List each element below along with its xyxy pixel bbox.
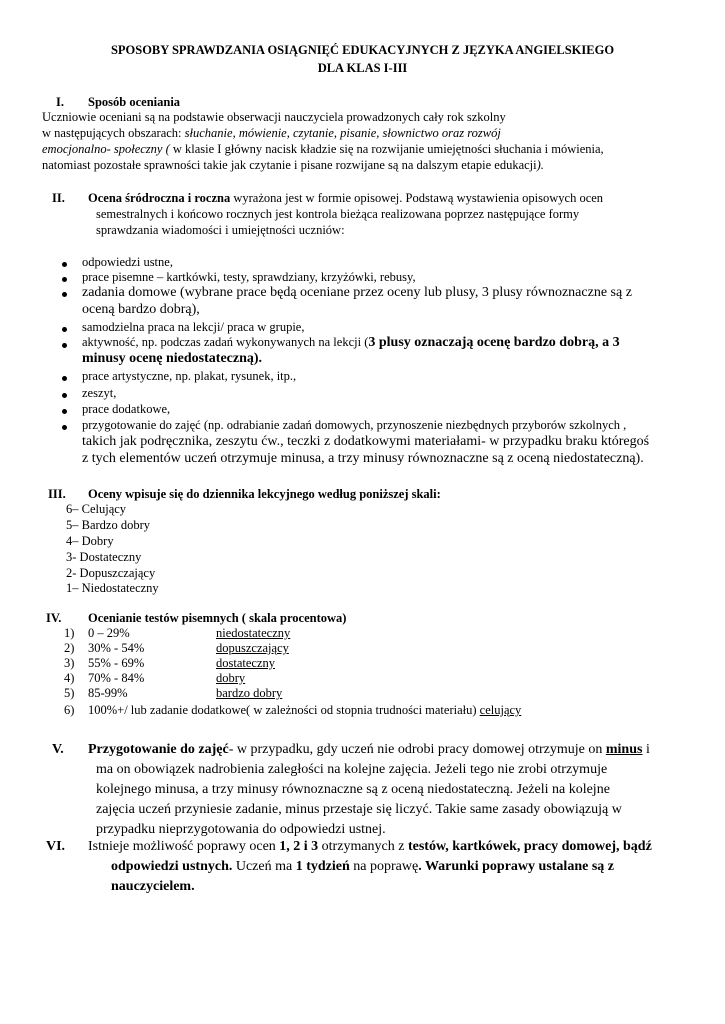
section-6-line-2-mid: na poprawę <box>349 859 419 874</box>
grade-scale-1: 1– Niedostateczny <box>66 581 159 595</box>
section-1-line-2-skills: słuchanie, mówienie, czytanie, pisanie, słownictwo oraz rozwój <box>184 126 501 140</box>
section-1-line-3-text: w klasie I główny nacisk kładzie się na rozwijanie umiejętności słuchania i mówienia, <box>172 142 604 156</box>
section-1-line-4-end: ). <box>536 158 544 172</box>
section-2-number: II. <box>52 191 65 205</box>
bullet-item-5-bold: 3 plusy oznaczają ocenę bardzo dobrą, a 3 <box>368 335 620 350</box>
section-6-line-2 <box>111 858 614 876</box>
bullet-item-3-line-2: oceną bardzo dobrą), <box>82 302 200 317</box>
test-row-1-grade: niedostateczny <box>216 626 291 640</box>
section-5-line-1 <box>88 741 650 759</box>
test-row-2-grade: dopuszczający <box>216 641 289 655</box>
test-row-6-grade: celujący <box>479 703 522 717</box>
section-6-line-1 <box>88 838 652 856</box>
test-row-5-number: 5) <box>64 686 75 700</box>
bullet-item-5-text: aktywność, np. podczas zadań wykonywanych na lekcji ( <box>82 335 369 349</box>
bullet-dot <box>62 425 67 430</box>
test-row-4-number: 4) <box>64 671 75 685</box>
section-6-week: 1 tydzień <box>295 859 350 874</box>
test-row-5-range: 85-99% <box>88 686 128 700</box>
bullet-item-7: zeszyt, <box>82 386 117 400</box>
section-6-forms: testów, kartkówek, pracy domowej, bądź <box>407 839 652 854</box>
section-2-line-3: sprawdzania wiadomości i umiejętności uczniów: <box>96 223 345 237</box>
section-1-line-1: Uczniowie oceniani są na podstawie obserwacji nauczyciela prowadzonych cały rok szkolny <box>42 110 506 124</box>
document-title-line-1: SPOSOBY SPRAWDZANIA OSIĄGNIĘĆ EDUKACYJNYCH Z JĘZYKA ANGIELSKIEGO <box>110 43 615 57</box>
bullet-dot <box>62 262 67 267</box>
bullet-item-8: prace dodatkowe, <box>82 402 171 416</box>
section-6-grades: 1, 2 i 3 <box>279 839 319 854</box>
test-row-5-grade: bardzo dobry <box>216 686 283 700</box>
section-6-number: VI. <box>46 839 66 854</box>
section-5-line-4: zajęcia uczeń przyniesie zadanie, minus przestaje się liczyć. Takie same zasady obowiązują w <box>96 802 622 817</box>
section-5-line-1-end: i <box>642 742 650 757</box>
section-1-line-3-italic: emocjonalno- społeczny ( <box>42 142 173 156</box>
section-6-line-1-mid: otrzymanych z <box>318 839 408 854</box>
section-1-line-2 <box>42 126 501 141</box>
section-2-line-1 <box>88 191 603 206</box>
grade-scale-6: 6– Celujący <box>66 502 127 516</box>
bullet-item-2: prace pisemne – kartkówki, testy, sprawdziany, krzyżówki, rebusy, <box>82 270 416 284</box>
test-row-2-range: 30% - 54% <box>88 641 145 655</box>
test-row-3-range: 55% - 69% <box>88 656 145 670</box>
bullet-item-9-line-3: z tych elementów uczeń otrzymuje minusa, a trzy minusy równoznaczne są z oceną niedostateczną). <box>82 451 644 466</box>
section-1-number: I. <box>56 95 64 109</box>
section-5-line-1-text: - w przypadku, gdy uczeń nie odrobi pracy domowej otrzymuje on <box>228 742 606 757</box>
section-4-number: IV. <box>46 611 62 625</box>
section-6-conditions: . Warunki poprawy ustalane są z <box>418 859 614 874</box>
section-1-line-2-text: w następujących obszarach: <box>42 126 185 140</box>
grade-scale-3: 3- Dostateczny <box>66 550 142 564</box>
section-5-line-3: kolejnego minusa, a trzy minusy równoznaczne są z oceną niedostateczną. Jeżeli na kolejne <box>96 782 610 797</box>
section-2-line-1-text: wyrażona jest w formie opisowej. Podstawą wystawienia opisowych ocen <box>230 191 604 205</box>
section-3-heading: Oceny wpisuje się do dziennika lekcyjnego według poniższej skali: <box>88 487 441 501</box>
test-row-2-number: 2) <box>64 641 75 655</box>
bullet-dot <box>62 409 67 414</box>
section-5-minus: minus <box>605 742 643 757</box>
test-row-1-number: 1) <box>64 626 75 640</box>
bullet-item-9-line-2: takich jak podręcznika, zeszytu ćw., teczki z dodatkowymi materiałami- w przypadku braku któregoś <box>82 434 650 449</box>
section-6-oral: odpowiedzi ustnych. <box>111 859 233 874</box>
bullet-dot <box>62 277 67 282</box>
section-2-line-2: semestralnych i końcowo rocznych jest kontrola bieżąca realizowana poprzez następujące formy <box>96 207 580 221</box>
bullet-item-9-line-1: przygotowanie do zajęć (np. odrabianie zadań domowych, przynoszenie niezbędnych przyborów szkolnych , <box>82 418 627 432</box>
test-row-6 <box>88 703 521 718</box>
grade-scale-4: 4– Dobry <box>66 534 114 548</box>
test-row-6-text: 100%+/ lub zadanie dodatkowe( w zależności od stopnia trudności materiału) <box>88 703 480 717</box>
section-1-line-4 <box>42 158 544 173</box>
section-5-number: V. <box>52 742 64 757</box>
document-title-line-2: DLA KLAS I-III <box>317 61 408 75</box>
section-6-line-1-text: Istnieje możliwość poprawy ocen <box>88 839 280 854</box>
section-5-heading: Przygotowanie do zajęć <box>88 742 229 757</box>
test-row-3-number: 3) <box>64 656 75 670</box>
section-6-line-3: nauczycielem. <box>111 879 195 894</box>
bullet-item-3-line-1: zadania domowe (wybrane prace będą oceniane przez oceny lub plusy, 3 plusy równoznaczne są z <box>82 285 632 300</box>
section-5-line-2: ma on obowiązek nadrobienia zaległości na kolejne zajęcia. Jeżeli tego nie zrobi otrzymuje <box>96 762 608 777</box>
grade-scale-2: 2- Dopuszczający <box>66 566 156 580</box>
section-5-line-5: przypadku nieprzygotowania do odpowiedzi ustnej. <box>96 822 386 837</box>
section-2-heading: Ocena śródroczna i roczna <box>88 191 231 205</box>
grade-scale-5: 5– Bardzo dobry <box>66 518 151 532</box>
section-4-heading: Ocenianie testów pisemnych ( skala procentowa) <box>88 611 347 625</box>
section-6-line-2-text: Uczeń ma <box>232 859 296 874</box>
bullet-dot <box>62 393 67 398</box>
bullet-item-5-line-2: minusy ocenę niedostateczną). <box>82 351 263 366</box>
bullet-item-6: prace artystyczne, np. plakat, rysunek, itp., <box>82 369 297 383</box>
bullet-dot <box>62 343 67 348</box>
section-1-line-3 <box>42 142 604 157</box>
bullet-dot <box>62 327 67 332</box>
section-1-heading: Sposób oceniania <box>88 95 181 109</box>
bullet-dot <box>62 376 67 381</box>
bullet-item-1: odpowiedzi ustne, <box>82 255 173 269</box>
section-1-line-4-text: natomiast pozostałe sprawności takie jak czytanie i pisane rozwijane są na dalszym etapie edukacji <box>42 158 537 172</box>
bullet-dot <box>62 292 67 297</box>
test-row-4-grade: dobry <box>216 671 246 685</box>
test-row-4-range: 70% - 84% <box>88 671 145 685</box>
test-row-6-number: 6) <box>64 703 75 717</box>
bullet-item-4: samodzielna praca na lekcji/ praca w grupie, <box>82 320 305 334</box>
test-row-3-grade: dostateczny <box>216 656 276 670</box>
test-row-1-range: 0 – 29% <box>88 626 130 640</box>
section-3-number: III. <box>48 487 66 501</box>
